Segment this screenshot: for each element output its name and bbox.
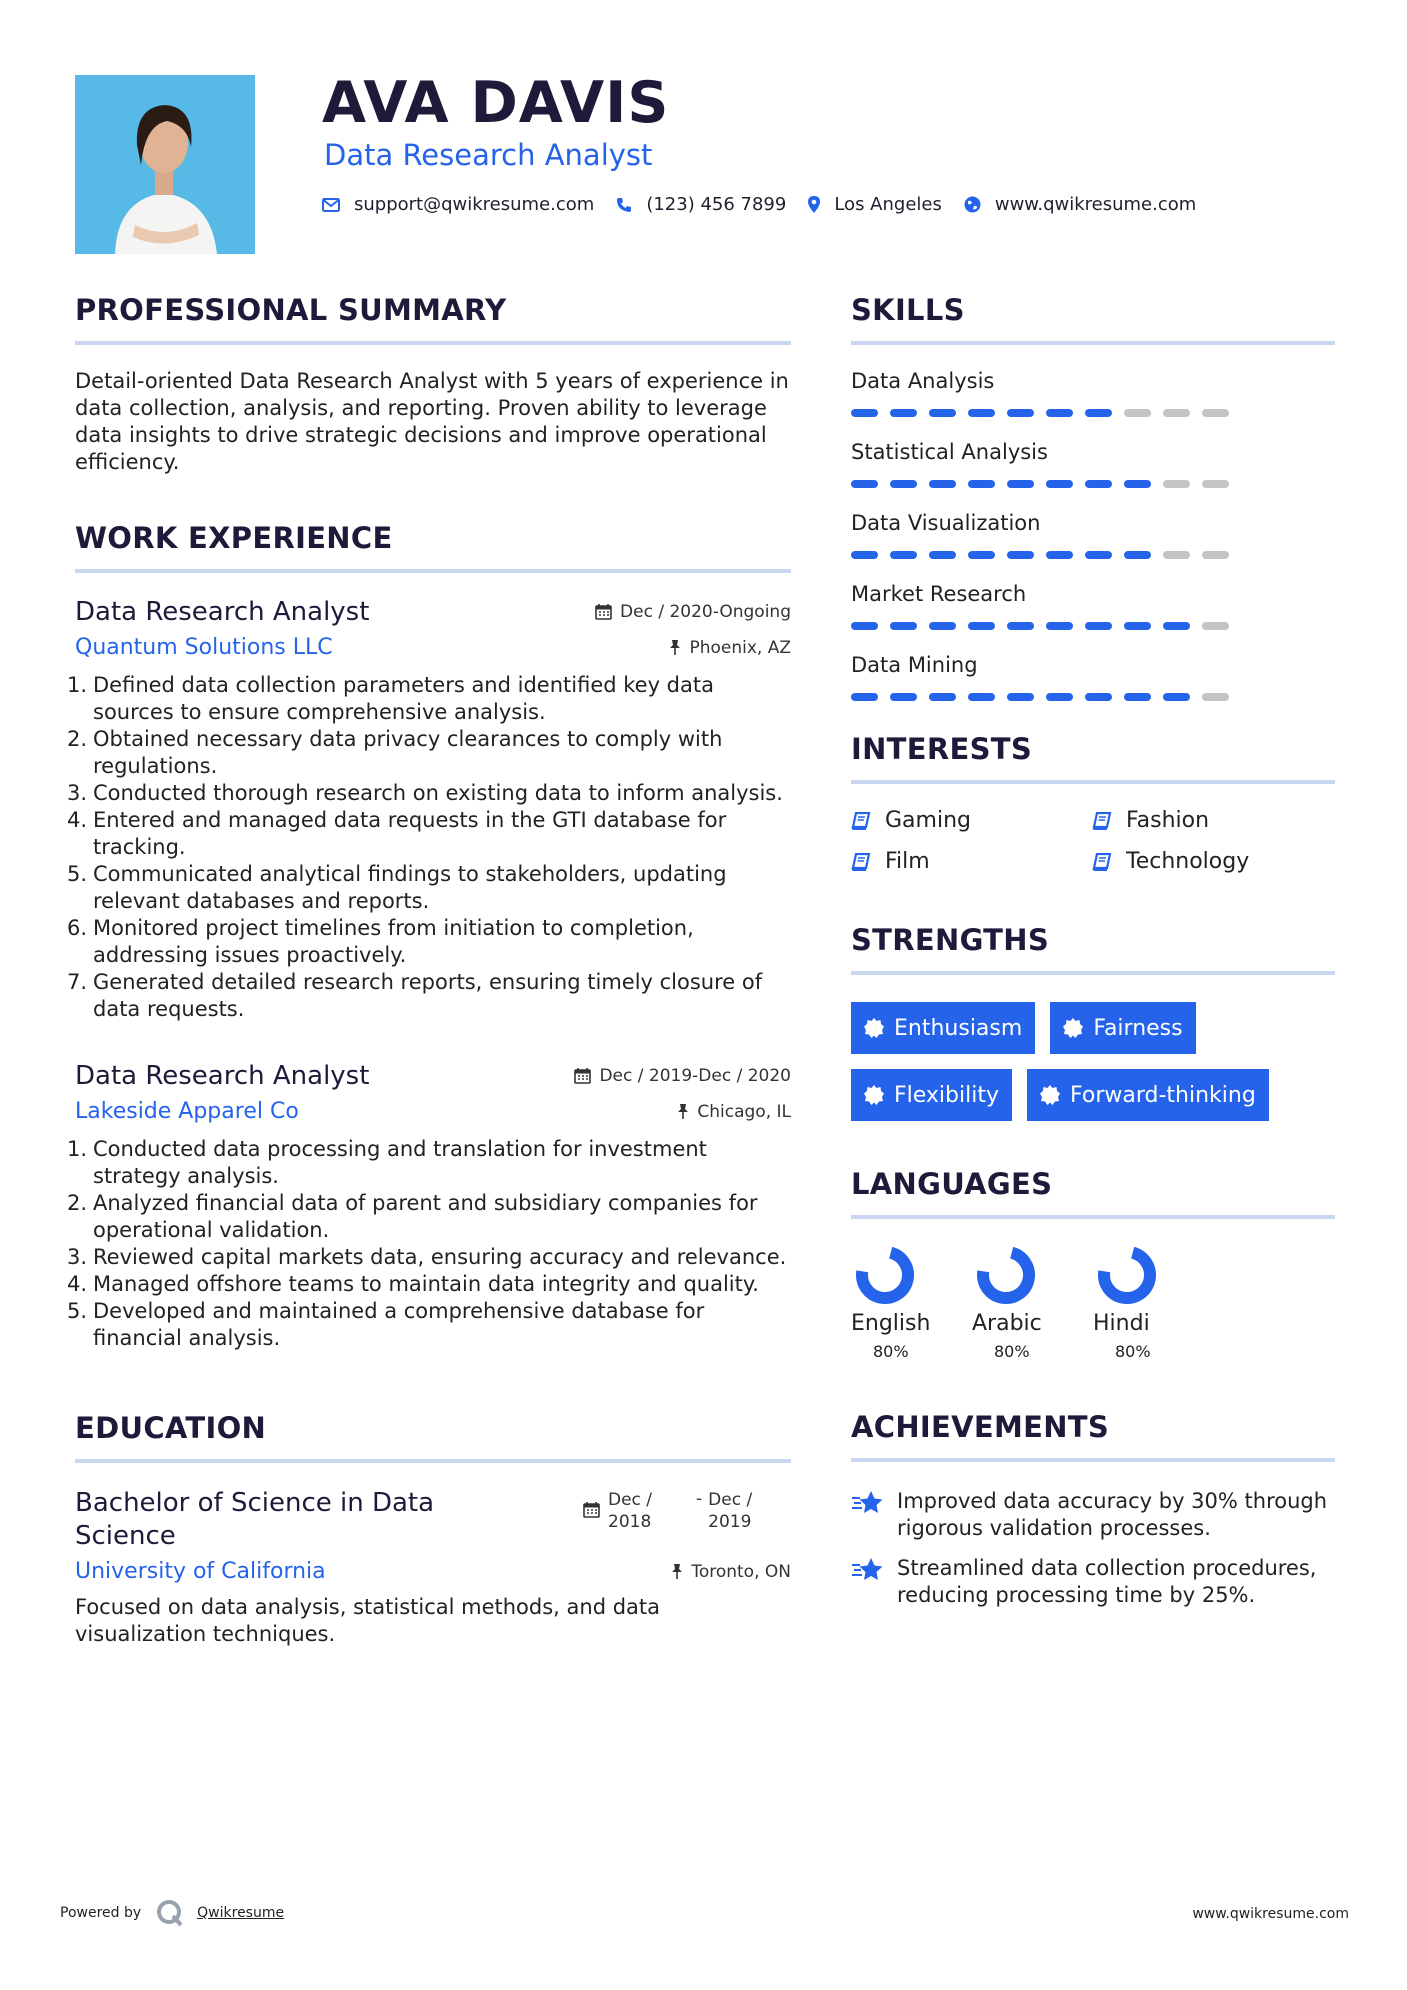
achievements-heading: ACHIEVEMENTS	[851, 1410, 1110, 1444]
interest-label: Film	[885, 849, 930, 874]
achievement-item	[851, 1488, 1335, 1542]
website-text: www.qwikresume.com	[994, 194, 1197, 215]
profile-photo	[75, 75, 255, 254]
section-divider	[851, 971, 1335, 975]
language-item	[972, 1245, 1093, 1361]
languages-list	[851, 1245, 1335, 1361]
skill-name: Data Analysis	[851, 369, 995, 393]
language-progress-ring	[1097, 1245, 1157, 1305]
skill-dot-empty	[1202, 409, 1229, 417]
skill-dot-filled	[1046, 551, 1073, 559]
list-item: Conducted thorough research on existing data to inform analysis.	[93, 781, 783, 805]
strength-label: Forward-thinking	[1070, 1082, 1256, 1108]
skill-dot-filled	[1085, 409, 1112, 417]
list-item: Analyzed financial data of parent and subsidiary companies for operational validation.	[93, 1191, 758, 1242]
qwikresume-link[interactable]: Qwikresume	[197, 1905, 285, 1921]
job-dates	[595, 602, 791, 622]
candidate-title: Data Research Analyst	[324, 138, 653, 172]
job-bullets	[75, 1136, 791, 1352]
list-item: Managed offshore teams to maintain data integrity and quality.	[93, 1272, 759, 1296]
list-item: Developed and maintained a comprehensive database for financial analysis.	[93, 1299, 705, 1350]
skill-dot-filled	[929, 480, 956, 488]
language-name: Arabic	[972, 1311, 1042, 1336]
job-location-text: Chicago, IL	[697, 1101, 791, 1122]
interest-item	[1092, 808, 1333, 833]
skill-dot-empty	[1163, 551, 1190, 559]
skill-dot-filled	[851, 622, 878, 630]
skill-dot-filled	[929, 693, 956, 701]
skill-dot-filled	[1007, 693, 1034, 701]
skill-dot-filled	[1085, 693, 1112, 701]
strength-label: Fairness	[1093, 1015, 1183, 1041]
badge-star-icon	[864, 1018, 884, 1038]
badge-star-icon	[1063, 1018, 1083, 1038]
experience-section	[75, 521, 791, 1352]
strength-badge	[1050, 1002, 1195, 1054]
star-icon	[851, 1557, 885, 1583]
skill-dot-filled	[851, 551, 878, 559]
job-dates-text: Dec / 2019-Dec / 2020	[599, 1065, 791, 1086]
interest-item	[851, 849, 1092, 874]
strengths-list	[851, 1002, 1335, 1136]
job-entry	[75, 1061, 791, 1352]
education-dates	[583, 1489, 791, 1553]
skill-name: Data Visualization	[851, 511, 1041, 535]
skill-dot-filled	[929, 622, 956, 630]
skill-dot-empty	[1124, 409, 1151, 417]
skill-dot-filled	[968, 409, 995, 417]
date-separator: -	[696, 1489, 703, 1509]
skill-dot-empty	[1163, 409, 1190, 417]
strength-badge	[851, 1002, 1035, 1054]
section-divider	[851, 1215, 1335, 1219]
list-item: Obtained necessary data privacy clearances to comply with regulations.	[93, 727, 723, 778]
footer-website[interactable]: www.qwikresume.com	[1192, 1906, 1349, 1922]
skill-item	[851, 440, 1335, 488]
education-heading: EDUCATION	[75, 1411, 267, 1445]
skill-dot-filled	[1085, 622, 1112, 630]
skill-dot-filled	[1007, 551, 1034, 559]
summary-text: Detail-oriented Data Research Analyst with 5 years of experience in data collection, analysis, and reporting. Proven ability to leverage data insights to drive strategic decisions and improve operational efficiency.	[75, 369, 789, 474]
interest-label: Gaming	[885, 808, 971, 833]
education-section	[75, 1411, 791, 1648]
skill-item	[851, 511, 1335, 559]
section-divider	[75, 1459, 791, 1463]
skill-dot-empty	[1202, 551, 1229, 559]
map-pin-icon	[808, 196, 820, 213]
star-icon	[851, 1490, 885, 1516]
phone-icon	[616, 197, 632, 213]
contact-bar	[322, 194, 1218, 215]
skill-dot-filled	[1007, 622, 1034, 630]
skill-dot-filled	[1046, 480, 1073, 488]
list-item: Communicated analytical findings to stakeholders, updating relevant databases and reports.	[93, 862, 727, 913]
skill-item	[851, 582, 1335, 630]
interests-list	[851, 808, 1335, 874]
skill-dot-filled	[1085, 480, 1112, 488]
right-column	[851, 293, 1335, 1609]
book-icon	[1092, 812, 1112, 830]
language-percent: 80%	[994, 1342, 1030, 1361]
summary-heading: PROFESSIONAL SUMMARY	[75, 293, 507, 327]
language-percent: 80%	[1115, 1342, 1151, 1361]
book-icon	[1092, 853, 1112, 871]
skill-dot-filled	[1163, 693, 1190, 701]
skill-dot-filled	[851, 693, 878, 701]
degree-title: Bachelor of Science in Data Science	[75, 1488, 435, 1551]
job-bullets	[75, 672, 791, 1023]
language-progress-arc	[983, 1253, 1029, 1298]
skill-item	[851, 369, 1335, 417]
list-item: Generated detailed research reports, ensuring timely closure of data requests.	[93, 970, 763, 1021]
job-location	[669, 638, 791, 658]
badge-star-icon	[1040, 1085, 1060, 1105]
strengths-section	[851, 923, 1335, 1136]
language-progress-arc	[862, 1253, 908, 1298]
education-start: Dec / 2018	[608, 1490, 653, 1532]
education-description: Focused on data analysis, statistical methods, and data visualization techniques.	[75, 1595, 661, 1646]
language-name: English	[851, 1311, 931, 1336]
skill-dot-filled	[851, 409, 878, 417]
skill-dot-filled	[968, 693, 995, 701]
skills-section	[851, 293, 1335, 701]
book-icon	[851, 812, 871, 830]
skill-dot-filled	[1124, 480, 1151, 488]
pushpin-icon	[669, 639, 681, 656]
skill-rating	[851, 693, 1335, 701]
education-location-text: Toronto, ON	[691, 1561, 791, 1582]
language-progress-ring	[976, 1245, 1036, 1305]
globe-icon	[964, 196, 981, 213]
job-title: Data Research Analyst	[75, 597, 370, 627]
job-title: Data Research Analyst	[75, 1061, 370, 1091]
interest-label: Technology	[1126, 849, 1250, 874]
job-location-text: Phoenix, AZ	[689, 637, 791, 658]
skill-rating	[851, 622, 1335, 630]
languages-section	[851, 1167, 1335, 1361]
school-name: University of California	[75, 1559, 326, 1584]
skill-dot-filled	[1163, 622, 1190, 630]
skills-list	[851, 369, 1335, 701]
list-item: Monitored project timelines from initiation to completion, addressing issues proactively.	[93, 916, 694, 967]
section-divider	[851, 780, 1335, 784]
strength-badge	[1027, 1069, 1269, 1121]
language-progress-arc	[1104, 1253, 1150, 1298]
skill-dot-filled	[929, 551, 956, 559]
skill-dot-filled	[1085, 551, 1112, 559]
skill-dot-filled	[968, 480, 995, 488]
interest-label: Fashion	[1126, 808, 1210, 833]
skill-dot-filled	[1124, 551, 1151, 559]
contact-phone[interactable]	[616, 194, 786, 215]
section-divider	[851, 1458, 1335, 1462]
job-dates-text: Dec / 2020-Ongoing	[620, 601, 791, 622]
pushpin-icon	[671, 1563, 683, 1580]
skill-dot-filled	[929, 409, 956, 417]
education-location	[671, 1562, 791, 1582]
achievements-section	[851, 1410, 1335, 1609]
skill-dot-filled	[1007, 409, 1034, 417]
skill-dot-filled	[1046, 622, 1073, 630]
skill-dot-empty	[1202, 693, 1229, 701]
location-text: Los Angeles	[834, 194, 942, 215]
candidate-name: AVA DAVIS	[322, 70, 670, 136]
summary-section	[75, 293, 791, 476]
interest-item	[1092, 849, 1333, 874]
contact-email[interactable]	[322, 194, 594, 215]
calendar-icon	[583, 1501, 600, 1518]
achievement-item	[851, 1555, 1335, 1609]
skill-rating	[851, 409, 1335, 417]
skill-rating	[851, 551, 1335, 559]
job-dates	[574, 1066, 791, 1086]
book-icon	[851, 853, 871, 871]
language-name: Hindi	[1093, 1311, 1150, 1336]
skills-heading: SKILLS	[851, 293, 965, 327]
job-entry	[75, 597, 791, 1023]
skill-rating	[851, 480, 1335, 488]
section-divider	[75, 341, 791, 345]
strength-label: Flexibility	[894, 1082, 999, 1108]
achievements-list	[851, 1488, 1335, 1609]
powered-by-label: Powered by	[60, 1905, 142, 1921]
skill-dot-filled	[890, 693, 917, 701]
skill-dot-filled	[1046, 409, 1073, 417]
strength-badge	[851, 1069, 1012, 1121]
language-progress-ring	[855, 1245, 915, 1305]
language-percent: 80%	[873, 1342, 909, 1361]
calendar-icon	[574, 1067, 591, 1084]
skill-dot-empty	[1202, 622, 1229, 630]
badge-star-icon	[864, 1085, 884, 1105]
section-divider	[851, 341, 1335, 345]
job-location	[677, 1102, 791, 1122]
company-name: Quantum Solutions LLC	[75, 635, 333, 660]
skill-name: Market Research	[851, 582, 1027, 606]
contact-website[interactable]	[964, 194, 1196, 215]
strength-label: Enthusiasm	[894, 1015, 1023, 1041]
skill-item	[851, 653, 1335, 701]
education-end: Dec / 2019	[708, 1490, 753, 1532]
company-name: Lakeside Apparel Co	[75, 1099, 299, 1124]
qwikresume-logo-icon	[155, 1898, 185, 1928]
envelope-icon	[322, 198, 340, 212]
language-item	[1093, 1245, 1214, 1361]
skill-dot-filled	[968, 551, 995, 559]
experience-heading: WORK EXPERIENCE	[75, 521, 393, 555]
skill-dot-empty	[1163, 480, 1190, 488]
strengths-heading: STRENGTHS	[851, 923, 1050, 957]
skill-dot-filled	[890, 622, 917, 630]
skill-name: Statistical Analysis	[851, 440, 1048, 464]
skill-dot-filled	[968, 622, 995, 630]
skill-name: Data Mining	[851, 653, 978, 677]
phone-text: (123) 456 7899	[646, 194, 787, 215]
interests-section	[851, 732, 1335, 874]
skill-dot-empty	[1202, 480, 1229, 488]
skill-dot-filled	[1046, 693, 1073, 701]
list-item: Reviewed capital markets data, ensuring accuracy and relevance.	[93, 1245, 787, 1269]
skill-dot-filled	[890, 551, 917, 559]
skill-dot-filled	[890, 480, 917, 488]
list-item: Defined data collection parameters and identified key data sources to ensure comprehensive analysis.	[93, 673, 714, 724]
skill-dot-filled	[1007, 480, 1034, 488]
language-item	[851, 1245, 972, 1361]
pushpin-icon	[677, 1103, 689, 1120]
skill-dot-filled	[1124, 693, 1151, 701]
email-text: support@qwikresume.com	[354, 194, 595, 215]
languages-heading: LANGUAGES	[851, 1167, 1053, 1201]
footer-powered-by	[60, 1898, 284, 1928]
interests-heading: INTERESTS	[851, 732, 1033, 766]
achievement-text: Improved data accuracy by 30% through rigorous validation processes.	[897, 1489, 1328, 1540]
calendar-icon	[595, 603, 612, 620]
left-column	[75, 293, 791, 1648]
skill-dot-filled	[890, 409, 917, 417]
skill-dot-filled	[1124, 622, 1151, 630]
section-divider	[75, 569, 791, 573]
list-item: Entered and managed data requests in the GTI database for tracking.	[93, 808, 727, 859]
list-item: Conducted data processing and translation for investment strategy analysis.	[93, 1137, 707, 1188]
achievement-text: Streamlined data collection procedures, reducing processing time by 25%.	[897, 1556, 1317, 1607]
interest-item	[851, 808, 1092, 833]
contact-location	[808, 194, 942, 215]
skill-dot-filled	[851, 480, 878, 488]
